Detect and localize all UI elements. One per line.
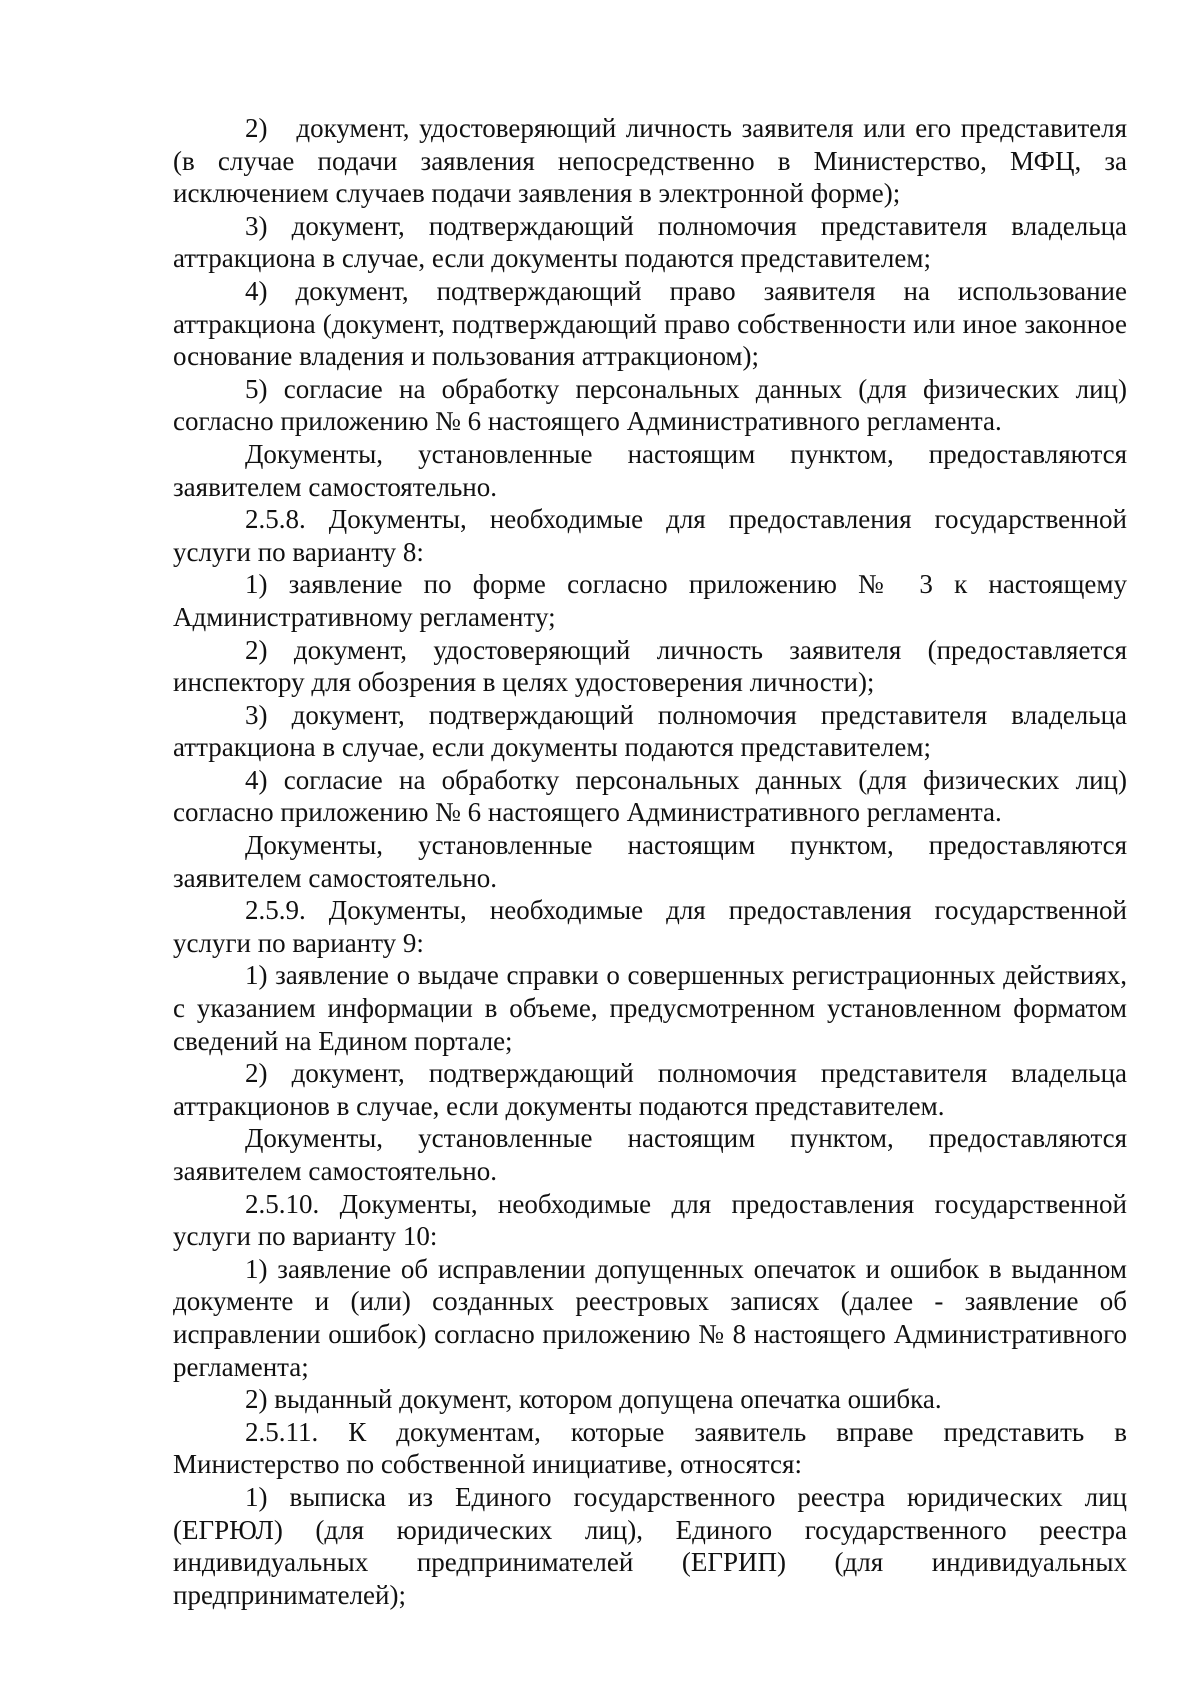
paragraph: 2) документ, удостоверяющий личность заявителя или его представителя (в случае подачи заявления непосредственно в Министерство, МФЦ, за исключением случаев подачи заявления в электронной форме); <box>173 113 1127 209</box>
paragraph: Документы, установленные настоящим пунктом, предоставляются заявителем самостоятельно. <box>173 1123 1127 1186</box>
section-heading-paragraph: 2.5.10. Документы, необходимые для предоставления государственной услуги по варианту 10: <box>173 1188 1127 1252</box>
paragraph: 1) заявление по форме согласно приложению № 3 к настоящему Административному регламенту; <box>173 569 1127 632</box>
paragraph: 5) согласие на обработку персональных данных (для физических лиц) согласно приложению № 6 настоящего Административного регламента. <box>173 373 1127 437</box>
paragraph: Документы, установленные настоящим пунктом, предоставляются заявителем самостоятельно. <box>173 438 1127 502</box>
paragraph: 4) документ, подтверждающий право заявителя на использование аттракциона (документ, подтверждающий право собственности или иное законное основание владения и пользования аттракционом); <box>173 275 1127 372</box>
paragraph: 1) заявление об исправлении допущенных опечаток и ошибок в выданном документе и (или) созданных реестровых записях (далее - заявление об исправлении ошибок) согласно приложению № 8 настоящего Административного регламента; <box>173 1253 1127 1382</box>
paragraph: 3) документ, подтверждающий полномочия представителя владельца аттракциона в случае, если документы подаются представителем; <box>173 699 1127 763</box>
section-heading-paragraph: 2.5.9. Документы, необходимые для предоставления государственной услуги по варианту 9: <box>173 895 1127 958</box>
paragraph: 3) документ, подтверждающий полномочия представителя владельца аттракциона в случае, если документы подаются представителем; <box>173 210 1127 274</box>
section-heading-paragraph: 2.5.11. К документам, которые заявитель вправе представить в Министерство по собственной инициативе, относятся: <box>173 1416 1127 1480</box>
paragraph: 4) согласие на обработку персональных данных (для физических лиц) согласно приложению № 6 настоящего Административного регламента. <box>173 764 1127 828</box>
paragraph: Документы, установленные настоящим пунктом, предоставляются заявителем самостоятельно. <box>173 830 1127 893</box>
paragraph: 2) документ, подтверждающий полномочия представителя владельца аттракционов в случае, если документы подаются представителем. <box>173 1058 1127 1121</box>
paragraph: 2) выданный документ, котором допущена опечатка ошибка. <box>245 1384 942 1415</box>
paragraph: 2) документ, удостоверяющий личность заявителя (предоставляется инспектору для обозрения в целях удостоверения личности); <box>173 634 1127 698</box>
paragraph: 1) выписка из Единого государственного реестра юридических лиц (ЕГРЮЛ) (для юридических лиц), Единого государственного реестра индивидуальных предпринимателей (ЕГРИП) (для индивидуальных предпринимателей); <box>173 1481 1127 1610</box>
document-page <box>173 112 1127 1611</box>
section-heading-paragraph: 2.5.8. Документы, необходимые для предоставления государственной услуги по варианту 8: <box>173 504 1127 567</box>
paragraph: 1) заявление о выдаче справки о совершенных регистрационных действиях, с указанием информации в объеме, предусмотренном установленном форматом сведений на Едином портале; <box>173 960 1127 1056</box>
